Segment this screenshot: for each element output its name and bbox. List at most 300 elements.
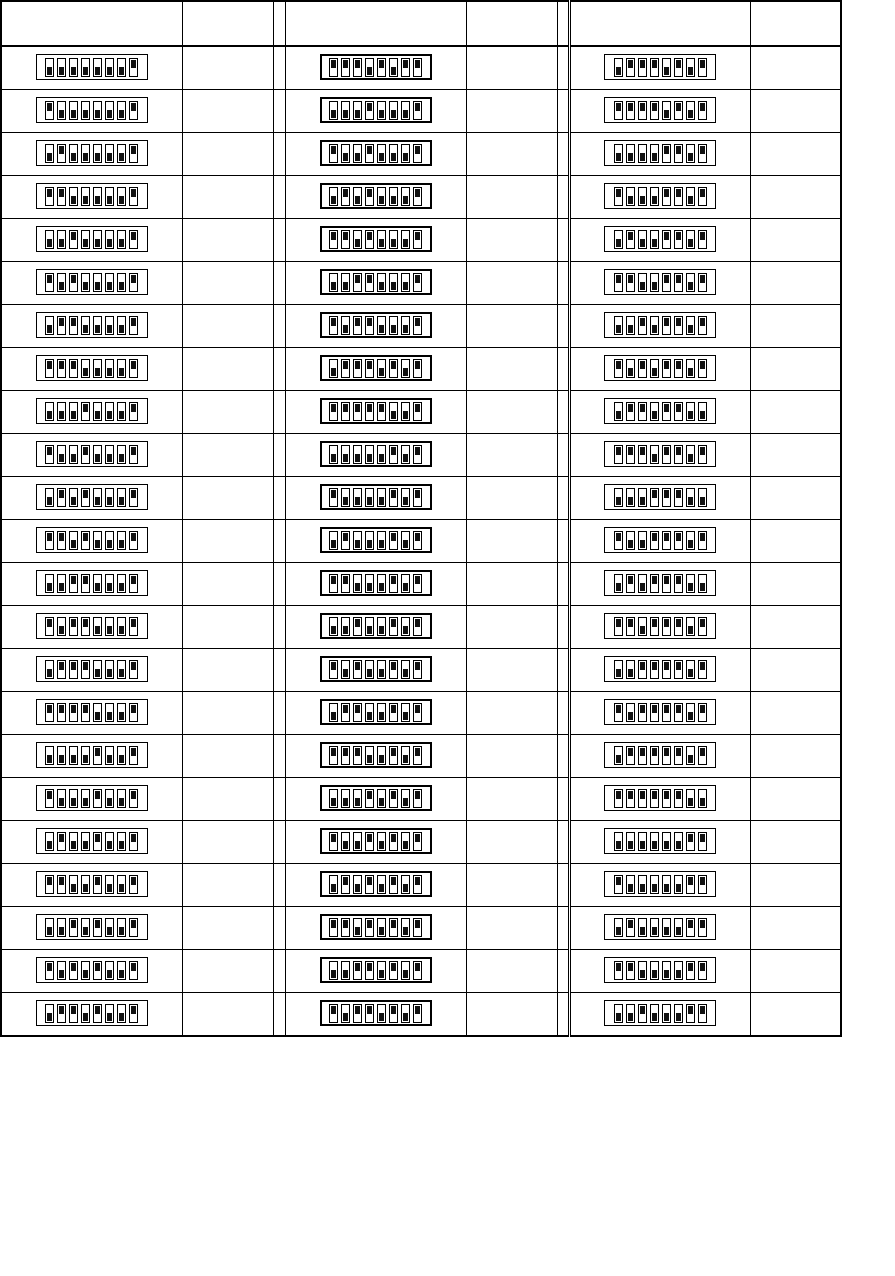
value-cell — [750, 649, 841, 692]
switch-on-icon — [365, 316, 374, 335]
dip-switch-cell — [1, 735, 182, 778]
dip-switch-cell — [569, 778, 750, 821]
switch-off-icon — [614, 230, 623, 249]
switch-off-icon — [686, 187, 695, 206]
switch-off-icon — [662, 918, 671, 937]
dip-switch-bank — [320, 54, 432, 80]
switch-off-icon — [614, 832, 623, 851]
dip-switch-cell — [285, 993, 466, 1037]
value-cell — [466, 46, 557, 90]
value-cell — [182, 348, 273, 391]
switch-off-icon — [686, 746, 695, 765]
switch-off-icon — [401, 531, 410, 550]
switch-on-icon — [626, 918, 635, 937]
switch-off-icon — [93, 703, 102, 722]
switch-on-icon — [69, 574, 78, 593]
dip-switch-bank — [604, 871, 716, 897]
dip-switch-cell — [1, 520, 182, 563]
switch-off-icon — [650, 918, 659, 937]
switch-off-icon — [105, 660, 114, 679]
switch-off-icon — [69, 101, 78, 120]
switch-off-icon — [105, 1004, 114, 1023]
switch-off-icon — [650, 230, 659, 249]
switch-off-icon — [401, 875, 410, 894]
switch-off-icon — [638, 574, 647, 593]
switch-on-icon — [93, 832, 102, 851]
switch-off-icon — [117, 58, 126, 77]
switch-on-icon — [674, 617, 683, 636]
spacer-cell — [557, 219, 569, 262]
switch-on-icon — [650, 58, 659, 77]
switch-off-icon — [377, 359, 386, 378]
switch-on-icon — [698, 230, 707, 249]
dip-switch-bank — [604, 570, 716, 596]
switch-off-icon — [626, 316, 635, 335]
switch-off-icon — [614, 1004, 623, 1023]
header-row — [1, 1, 841, 46]
switch-off-icon — [638, 187, 647, 206]
switch-off-icon — [329, 703, 338, 722]
value-cell — [466, 520, 557, 563]
value-cell — [750, 907, 841, 950]
switch-on-icon — [698, 316, 707, 335]
switch-off-icon — [69, 402, 78, 421]
switch-off-icon — [353, 918, 362, 937]
value-cell — [466, 907, 557, 950]
dip-switch-cell — [569, 176, 750, 219]
switch-off-icon — [57, 58, 66, 77]
value-cell — [182, 520, 273, 563]
switch-on-icon — [614, 187, 623, 206]
switch-on-icon — [674, 488, 683, 507]
switch-off-icon — [626, 660, 635, 679]
value-cell — [466, 864, 557, 907]
spacer-cell — [273, 950, 285, 993]
value-cell — [750, 219, 841, 262]
spacer-cell — [273, 133, 285, 176]
switch-off-icon — [401, 359, 410, 378]
switch-off-icon — [662, 961, 671, 980]
switch-on-icon — [341, 531, 350, 550]
switch-off-icon — [93, 402, 102, 421]
switch-on-icon — [674, 101, 683, 120]
switch-off-icon — [105, 445, 114, 464]
switch-off-icon — [81, 359, 90, 378]
switch-on-icon — [389, 703, 398, 722]
switch-off-icon — [686, 402, 695, 421]
dip-switch-cell — [569, 563, 750, 606]
dip-switch-cell — [285, 305, 466, 348]
switch-on-icon — [413, 58, 422, 77]
switch-off-icon — [650, 402, 659, 421]
switch-on-icon — [389, 531, 398, 550]
switch-on-icon — [129, 187, 138, 206]
switch-off-icon — [329, 101, 338, 120]
switch-on-icon — [329, 488, 338, 507]
dip-switch-bank — [36, 226, 148, 252]
switch-on-icon — [57, 316, 66, 335]
switch-on-icon — [57, 1004, 66, 1023]
switch-on-icon — [45, 445, 54, 464]
switch-off-icon — [117, 574, 126, 593]
switch-off-icon — [353, 230, 362, 249]
switch-off-icon — [81, 832, 90, 851]
spacer-cell — [557, 907, 569, 950]
value-cell — [750, 90, 841, 133]
switch-on-icon — [81, 703, 90, 722]
dip-switch-cell — [285, 778, 466, 821]
value-cell — [466, 950, 557, 993]
switch-on-icon — [353, 58, 362, 77]
switch-on-icon — [638, 316, 647, 335]
switch-off-icon — [341, 445, 350, 464]
switch-on-icon — [365, 832, 374, 851]
switch-on-icon — [129, 961, 138, 980]
switch-on-icon — [674, 746, 683, 765]
switch-on-icon — [674, 660, 683, 679]
header-gap-1 — [273, 1, 285, 46]
switch-off-icon — [105, 574, 114, 593]
dip-switch-cell — [569, 90, 750, 133]
dip-switch-bank — [604, 957, 716, 983]
switch-off-icon — [69, 58, 78, 77]
dip-switch-cell — [1, 821, 182, 864]
dip-switch-cell — [569, 606, 750, 649]
switch-off-icon — [105, 875, 114, 894]
table-row — [1, 219, 841, 262]
switch-off-icon — [638, 832, 647, 851]
switch-on-icon — [638, 1004, 647, 1023]
value-cell — [750, 563, 841, 606]
switch-on-icon — [686, 1004, 695, 1023]
switch-off-icon — [401, 445, 410, 464]
switch-on-icon — [650, 617, 659, 636]
dip-switch-cell — [569, 649, 750, 692]
switch-on-icon — [365, 961, 374, 980]
header-switch-2 — [285, 1, 466, 46]
spacer-cell — [557, 305, 569, 348]
switch-on-icon — [413, 875, 422, 894]
dip-switch-cell — [569, 520, 750, 563]
dip-switch-cell — [285, 90, 466, 133]
switch-on-icon — [129, 316, 138, 335]
table-row — [1, 735, 841, 778]
switch-on-icon — [413, 574, 422, 593]
switch-off-icon — [353, 101, 362, 120]
dip-switch-cell — [1, 950, 182, 993]
switch-on-icon — [662, 359, 671, 378]
switch-on-icon — [329, 918, 338, 937]
spacer-cell — [557, 735, 569, 778]
switch-on-icon — [81, 531, 90, 550]
switch-on-icon — [129, 101, 138, 120]
dip-switch-cell — [285, 864, 466, 907]
switch-off-icon — [105, 187, 114, 206]
table-row — [1, 305, 841, 348]
table-row — [1, 606, 841, 649]
switch-on-icon — [365, 187, 374, 206]
switch-off-icon — [353, 144, 362, 163]
switch-off-icon — [377, 445, 386, 464]
switch-on-icon — [45, 187, 54, 206]
switch-on-icon — [698, 273, 707, 292]
switch-off-icon — [389, 101, 398, 120]
switch-off-icon — [341, 789, 350, 808]
switch-off-icon — [377, 918, 386, 937]
switch-on-icon — [93, 1004, 102, 1023]
switch-off-icon — [353, 789, 362, 808]
table-row — [1, 864, 841, 907]
switch-on-icon — [81, 445, 90, 464]
switch-off-icon — [686, 574, 695, 593]
switch-on-icon — [365, 402, 374, 421]
switch-off-icon — [614, 488, 623, 507]
switch-on-icon — [329, 58, 338, 77]
dip-switch-cell — [569, 219, 750, 262]
switch-off-icon — [626, 832, 635, 851]
value-cell — [750, 262, 841, 305]
switch-on-icon — [614, 703, 623, 722]
switch-off-icon — [105, 316, 114, 335]
switch-on-icon — [329, 144, 338, 163]
switch-on-icon — [129, 488, 138, 507]
switch-off-icon — [117, 918, 126, 937]
switch-on-icon — [662, 531, 671, 550]
spacer-cell — [273, 993, 285, 1037]
switch-off-icon — [57, 445, 66, 464]
switch-off-icon — [93, 531, 102, 550]
switch-on-icon — [662, 144, 671, 163]
switch-on-icon — [69, 230, 78, 249]
switch-on-icon — [698, 1004, 707, 1023]
switch-off-icon — [117, 1004, 126, 1023]
switch-on-icon — [129, 660, 138, 679]
switch-off-icon — [93, 187, 102, 206]
switch-off-icon — [389, 58, 398, 77]
value-cell — [466, 391, 557, 434]
switch-off-icon — [341, 101, 350, 120]
switch-on-icon — [329, 316, 338, 335]
dip-switch-bank — [320, 183, 432, 209]
switch-on-icon — [341, 230, 350, 249]
table-row — [1, 434, 841, 477]
switch-on-icon — [341, 746, 350, 765]
switch-off-icon — [117, 875, 126, 894]
switch-off-icon — [69, 488, 78, 507]
switch-off-icon — [69, 875, 78, 894]
dip-switch-bank — [604, 828, 716, 854]
switch-on-icon — [401, 58, 410, 77]
switch-on-icon — [686, 875, 695, 894]
switch-on-icon — [650, 488, 659, 507]
switch-on-icon — [413, 617, 422, 636]
switch-on-icon — [389, 918, 398, 937]
value-cell — [182, 262, 273, 305]
switch-on-icon — [614, 875, 623, 894]
switch-on-icon — [129, 1004, 138, 1023]
switch-off-icon — [81, 230, 90, 249]
switch-off-icon — [377, 101, 386, 120]
dip-switch-bank — [36, 355, 148, 381]
switch-on-icon — [389, 875, 398, 894]
switch-on-icon — [45, 875, 54, 894]
spacer-cell — [273, 46, 285, 90]
switch-on-icon — [674, 445, 683, 464]
switch-off-icon — [614, 58, 623, 77]
switch-off-icon — [105, 832, 114, 851]
dip-switch-bank — [320, 828, 432, 854]
switch-on-icon — [377, 58, 386, 77]
dip-switch-cell — [569, 348, 750, 391]
switch-off-icon — [117, 703, 126, 722]
value-cell — [182, 305, 273, 348]
value-cell — [750, 821, 841, 864]
value-cell — [466, 778, 557, 821]
dip-switch-bank — [36, 97, 148, 123]
dip-switch-bank — [320, 785, 432, 811]
switch-on-icon — [365, 1004, 374, 1023]
switch-off-icon — [69, 789, 78, 808]
switch-off-icon — [650, 961, 659, 980]
switch-on-icon — [69, 918, 78, 937]
switch-on-icon — [365, 789, 374, 808]
switch-off-icon — [401, 144, 410, 163]
switch-on-icon — [674, 144, 683, 163]
switch-off-icon — [365, 58, 374, 77]
switch-on-icon — [329, 230, 338, 249]
dip-switch-bank — [604, 54, 716, 80]
switch-off-icon — [401, 961, 410, 980]
switch-on-icon — [698, 101, 707, 120]
switch-on-icon — [129, 58, 138, 77]
value-cell — [466, 692, 557, 735]
value-cell — [182, 219, 273, 262]
switch-off-icon — [117, 617, 126, 636]
switch-on-icon — [626, 273, 635, 292]
switch-off-icon — [377, 789, 386, 808]
switch-on-icon — [389, 359, 398, 378]
dip-switch-cell — [285, 950, 466, 993]
dip-switch-bank — [36, 785, 148, 811]
table-row — [1, 692, 841, 735]
switch-off-icon — [329, 789, 338, 808]
switch-off-icon — [389, 273, 398, 292]
spacer-cell — [557, 477, 569, 520]
switch-on-icon — [341, 187, 350, 206]
switch-off-icon — [105, 617, 114, 636]
switch-off-icon — [638, 531, 647, 550]
dip-switch-bank — [604, 656, 716, 682]
switch-off-icon — [686, 144, 695, 163]
switch-off-icon — [69, 445, 78, 464]
switch-off-icon — [117, 144, 126, 163]
dip-switch-cell — [285, 907, 466, 950]
switch-on-icon — [650, 703, 659, 722]
switch-on-icon — [413, 703, 422, 722]
table-row — [1, 649, 841, 692]
switch-on-icon — [57, 187, 66, 206]
switch-on-icon — [129, 875, 138, 894]
spacer-cell — [557, 90, 569, 133]
dip-switch-bank — [320, 441, 432, 467]
switch-off-icon — [329, 875, 338, 894]
switch-on-icon — [413, 445, 422, 464]
dip-switch-bank — [604, 742, 716, 768]
dip-switch-bank — [320, 226, 432, 252]
switch-off-icon — [105, 918, 114, 937]
value-cell — [750, 950, 841, 993]
switch-on-icon — [365, 230, 374, 249]
switch-off-icon — [57, 789, 66, 808]
switch-on-icon — [638, 789, 647, 808]
switch-on-icon — [69, 1004, 78, 1023]
switch-on-icon — [57, 875, 66, 894]
dip-switch-cell — [1, 477, 182, 520]
dip-switch-bank — [320, 140, 432, 166]
spacer-cell — [557, 606, 569, 649]
value-cell — [750, 348, 841, 391]
spacer-cell — [273, 907, 285, 950]
dip-switch-cell — [1, 563, 182, 606]
switch-off-icon — [81, 746, 90, 765]
value-cell — [466, 434, 557, 477]
switch-on-icon — [365, 101, 374, 120]
spacer-cell — [273, 434, 285, 477]
header-value-2 — [466, 1, 557, 46]
spacer-cell — [273, 563, 285, 606]
switch-off-icon — [401, 574, 410, 593]
switch-off-icon — [614, 746, 623, 765]
spacer-cell — [557, 692, 569, 735]
dip-switch-bank — [604, 699, 716, 725]
switch-on-icon — [614, 445, 623, 464]
switch-on-icon — [413, 402, 422, 421]
switch-on-icon — [413, 101, 422, 120]
dip-switch-bank — [36, 441, 148, 467]
dip-switch-bank — [604, 183, 716, 209]
switch-on-icon — [686, 918, 695, 937]
dip-switch-bank — [320, 656, 432, 682]
header-gap-2 — [557, 1, 569, 46]
switch-off-icon — [45, 316, 54, 335]
value-cell — [182, 133, 273, 176]
dip-switch-cell — [1, 219, 182, 262]
switch-off-icon — [105, 402, 114, 421]
switch-on-icon — [413, 187, 422, 206]
switch-on-icon — [81, 574, 90, 593]
dip-switch-bank — [36, 742, 148, 768]
switch-off-icon — [389, 402, 398, 421]
switch-on-icon — [329, 1004, 338, 1023]
switch-on-icon — [93, 746, 102, 765]
switch-off-icon — [69, 746, 78, 765]
switch-on-icon — [662, 703, 671, 722]
dip-switch-cell — [1, 692, 182, 735]
switch-off-icon — [45, 488, 54, 507]
switch-on-icon — [69, 660, 78, 679]
table-row — [1, 477, 841, 520]
switch-off-icon — [698, 574, 707, 593]
switch-on-icon — [353, 961, 362, 980]
switch-off-icon — [650, 1004, 659, 1023]
switch-on-icon — [662, 402, 671, 421]
switch-on-icon — [698, 918, 707, 937]
switch-on-icon — [626, 574, 635, 593]
switch-on-icon — [45, 359, 54, 378]
table-row — [1, 46, 841, 90]
dip-switch-cell — [569, 305, 750, 348]
switch-off-icon — [353, 531, 362, 550]
